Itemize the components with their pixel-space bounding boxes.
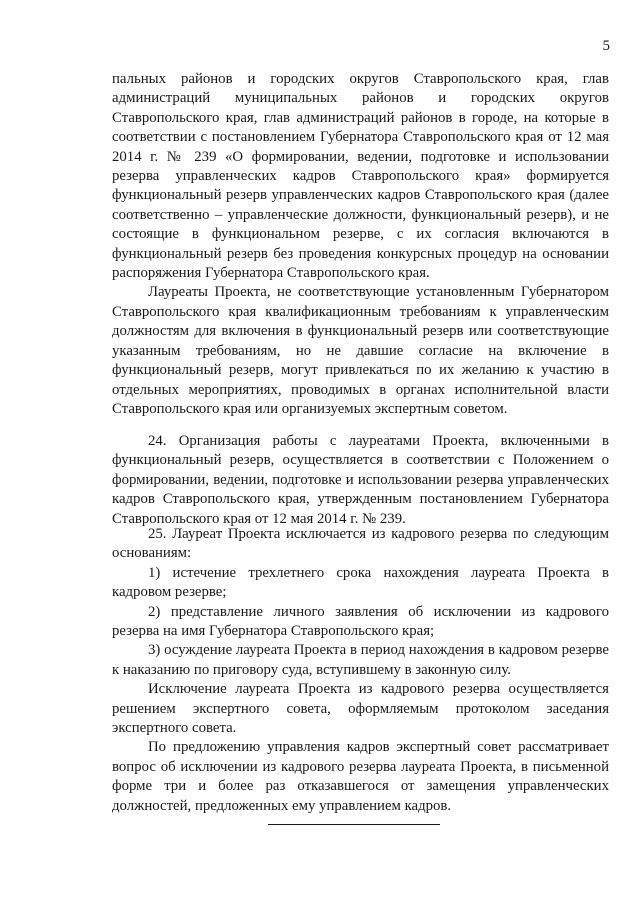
end-separator-line [268, 824, 440, 825]
page-number: 5 [602, 38, 610, 54]
paragraph-clause-24: 24. Организация работы с лауреатами Проекта, включенными в функциональный резерв, осуществляется в соответствии с Положением о формировании, ведении, подготовке и использовании резерва управленческих кадров Ставропольского края, утвержденным постановлением Губернатора Ставропольского края от 12 мая 2014 г. № 239. [112, 433, 609, 527]
paragraph-exclusion: Исключение лауреата Проекта из кадрового резерва осуществляется решением экспертного совета, оформляемым протоколом заседания экспертного совета. [112, 681, 609, 737]
paragraph-continued: пальных районов и городских округов Ставропольского края, глав администраций муниципальных районов и городских округов Ставропольского края, глав администраций районов в городе, на которые в соответствии с постановлением Губернатора Ставропольского края от 12 мая 2014 г. № 239 «О формировании, ведении, подготовке и использовании резерва управленческих кадров Ставропольского края» формируется функциональный резерв управленческих кадров Ставропольского края (далее соответственно – управленческие должности, функциональный резерв), и не состоящие в функциональном резерве, с их согласия включаются в функциональный резерв без проведения конкурсных процедур на основании распоряжения Губернатора Ставропольского края. [112, 71, 609, 282]
text-block-clause-24 [112, 432, 609, 529]
paragraph-proposal: По предложению управления кадров экспертный совет рассматривает вопрос об исключении из кадрового резерва лауреата Проекта, в письменной форме три и более раз отказавшегося от замещения управленческих должностей, предложенных ему управлением кадров. [112, 739, 609, 814]
text-block-continuation [112, 70, 609, 419]
paragraph-laureates: Лауреаты Проекта, не соответствующие установленным Губернатором Ставропольского края квалификационным требованиям к управленческим должностям для включения в функциональный резерв или соответствующие указанным требованиям, но не давшие согласие на включение в функциональный резерв, могут привлекаться по их желанию к участию в отдельных мероприятиях, проводимых в органах исполнительной власти Ставропольского края или организуемых экспертным советом. [112, 284, 609, 417]
list-item-3: 3) осуждение лауреата Проекта в период нахождения в кадровом резерве к наказанию по приговору суда, вступившему в законную силу. [112, 642, 609, 678]
text-block-clause-25 [112, 525, 609, 816]
list-item-1: 1) истечение трехлетнего срока нахождения лауреата Проекта в кадровом резерве; [112, 564, 609, 601]
list-item-2: 2) представление личного заявления об исключении из кадрового резерва на имя Губернатора Ставропольского края; [112, 603, 609, 640]
paragraph-clause-25: 25. Лауреат Проекта исключается из кадрового резерва по следующим основаниям: [112, 526, 609, 562]
